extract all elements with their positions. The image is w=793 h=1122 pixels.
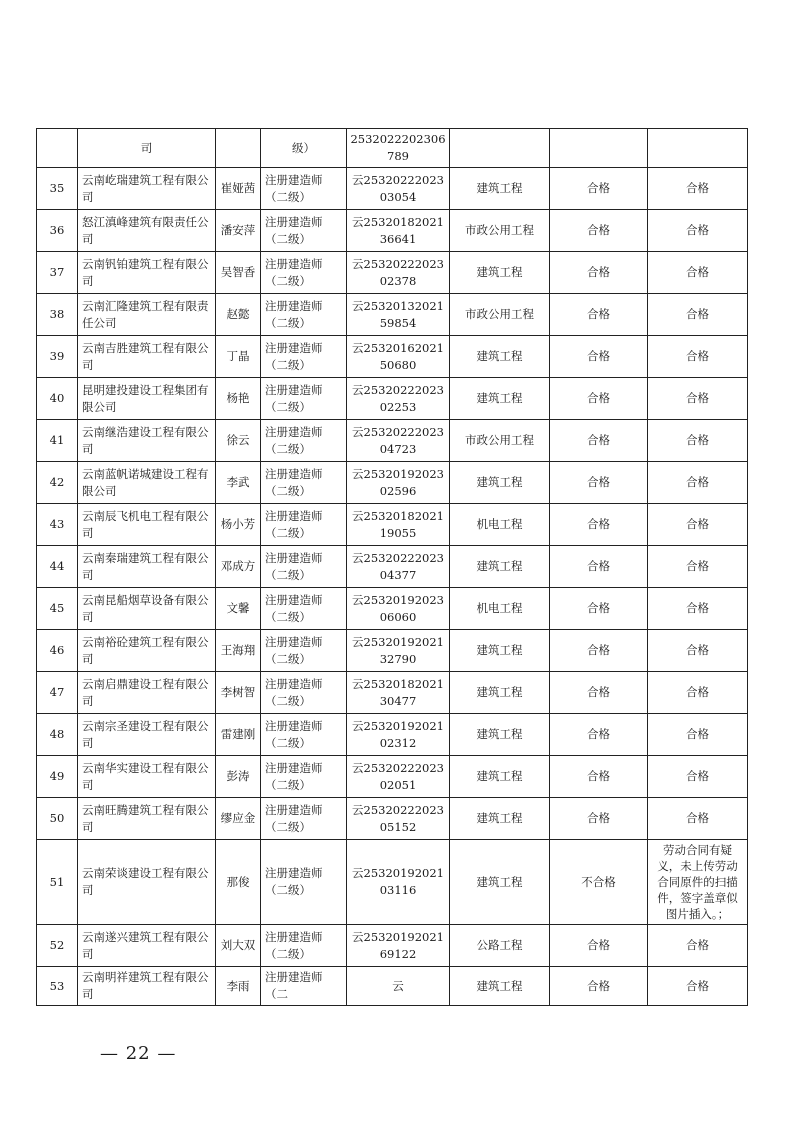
cert-cell: 云2532019202302596 — [347, 462, 450, 504]
table-row — [37, 840, 748, 925]
company-cell: 司 — [78, 129, 216, 168]
cert-cell: 云2532022202302378 — [347, 252, 450, 294]
table-row — [37, 504, 748, 546]
table-row — [37, 672, 748, 714]
result2-cell: 劳动合同有疑义，未上传劳动合同原件的扫描件，签字盖章似图片插入。； — [648, 840, 748, 925]
result1-cell: 合格 — [550, 378, 648, 420]
company-cell: 昆明建投建设工程集团有限公司 — [78, 378, 216, 420]
page-number: — 22 — — [100, 1043, 177, 1064]
result1-cell: 合格 — [550, 210, 648, 252]
cert-cell: 云2532016202150680 — [347, 336, 450, 378]
qual-cell: 注册建造师（二级） — [261, 546, 347, 588]
table-row — [37, 252, 748, 294]
cert-cell: 云2532022202304723 — [347, 420, 450, 462]
table-row — [37, 798, 748, 840]
qual-cell: 注册建造师（二级） — [261, 672, 347, 714]
table-row — [37, 756, 748, 798]
spec-cell: 市政公用工程 — [450, 210, 550, 252]
company-cell: 云南屹瑞建筑工程有限公司 — [78, 168, 216, 210]
table-row — [37, 588, 748, 630]
result1-cell: 合格 — [550, 168, 648, 210]
cert-cell: 云2532013202159854 — [347, 294, 450, 336]
result1-cell: 合格 — [550, 546, 648, 588]
table-row — [37, 546, 748, 588]
result2-cell: 合格 — [648, 294, 748, 336]
company-cell: 云南昆船烟草设备有限公司 — [78, 588, 216, 630]
company-cell: 云南旺腾建筑工程有限公司 — [78, 798, 216, 840]
cert-cell: 云2532019202306060 — [347, 588, 450, 630]
result1-cell: 合格 — [550, 336, 648, 378]
result1-cell: 合格 — [550, 420, 648, 462]
spec-cell: 建筑工程 — [450, 967, 550, 1006]
qual-cell: 注册建造师（二级） — [261, 756, 347, 798]
spec-cell: 建筑工程 — [450, 462, 550, 504]
name-cell: 徐云 — [216, 420, 261, 462]
qual-cell: 注册建造师（二级） — [261, 462, 347, 504]
result2-cell: 合格 — [648, 210, 748, 252]
spec-cell — [450, 129, 550, 168]
spec-cell: 建筑工程 — [450, 756, 550, 798]
result1-cell: 不合格 — [550, 840, 648, 925]
result2-cell: 合格 — [648, 967, 748, 1006]
qual-cell: 注册建造师（二级） — [261, 798, 347, 840]
spec-cell: 建筑工程 — [450, 252, 550, 294]
company-cell: 云南继浩建设工程有限公司 — [78, 420, 216, 462]
table-row — [37, 967, 748, 1006]
name-cell: 王海翔 — [216, 630, 261, 672]
no-cell: 36 — [37, 210, 78, 252]
company-cell: 云南蓝帆诺城建设工程有限公司 — [78, 462, 216, 504]
result2-cell: 合格 — [648, 378, 748, 420]
qual-cell: 注册建造师（二级） — [261, 714, 347, 756]
cert-cell: 云2532019202102312 — [347, 714, 450, 756]
cert-cell: 云2532018202130477 — [347, 672, 450, 714]
name-cell: 李武 — [216, 462, 261, 504]
spec-cell: 机电工程 — [450, 504, 550, 546]
cert-cell: 云2532019202132790 — [347, 630, 450, 672]
no-cell: 35 — [37, 168, 78, 210]
company-cell: 云南辰飞机电工程有限公司 — [78, 504, 216, 546]
name-cell — [216, 129, 261, 168]
result1-cell: 合格 — [550, 756, 648, 798]
name-cell: 刘大双 — [216, 925, 261, 967]
qual-cell: 注册建造师（二级） — [261, 925, 347, 967]
cert-cell: 云 — [347, 967, 450, 1006]
qual-cell: 注册建造师（二级） — [261, 210, 347, 252]
no-cell: 47 — [37, 672, 78, 714]
cert-cell: 云2532022202304377 — [347, 546, 450, 588]
cert-cell: 云2532019202169122 — [347, 925, 450, 967]
name-cell: 丁晶 — [216, 336, 261, 378]
result1-cell: 合格 — [550, 714, 648, 756]
qual-cell: 注册建造师（二级） — [261, 336, 347, 378]
name-cell: 赵懿 — [216, 294, 261, 336]
table-row — [37, 336, 748, 378]
result2-cell: 合格 — [648, 546, 748, 588]
table-body — [37, 129, 748, 1006]
qual-cell: 注册建造师（二级） — [261, 378, 347, 420]
spec-cell: 市政公用工程 — [450, 420, 550, 462]
company-cell: 云南宗圣建设工程有限公司 — [78, 714, 216, 756]
table-row-continued — [37, 129, 748, 168]
qual-cell: 注册建造师（二级） — [261, 420, 347, 462]
result1-cell: 合格 — [550, 252, 648, 294]
no-cell: 50 — [37, 798, 78, 840]
no-cell — [37, 129, 78, 168]
result2-cell: 合格 — [648, 252, 748, 294]
result1-cell: 合格 — [550, 462, 648, 504]
spec-cell: 建筑工程 — [450, 336, 550, 378]
result1-cell: 合格 — [550, 967, 648, 1006]
spec-cell: 建筑工程 — [450, 798, 550, 840]
company-cell: 云南遂兴建筑工程有限公司 — [78, 925, 216, 967]
result2-cell: 合格 — [648, 420, 748, 462]
name-cell: 缪应金 — [216, 798, 261, 840]
cert-cell: 云2532018202136641 — [347, 210, 450, 252]
no-cell: 45 — [37, 588, 78, 630]
result1-cell: 合格 — [550, 672, 648, 714]
cert-cell: 2532022202306789 — [347, 129, 450, 168]
name-cell: 吴智香 — [216, 252, 261, 294]
cert-cell: 云2532019202103116 — [347, 840, 450, 925]
name-cell: 杨艳 — [216, 378, 261, 420]
spec-cell: 建筑工程 — [450, 168, 550, 210]
result2-cell: 合格 — [648, 588, 748, 630]
qual-cell: 注册建造师（二级） — [261, 504, 347, 546]
table-row — [37, 378, 748, 420]
result2-cell: 合格 — [648, 504, 748, 546]
no-cell: 52 — [37, 925, 78, 967]
result2-cell: 合格 — [648, 462, 748, 504]
table-row — [37, 925, 748, 967]
name-cell: 彭涛 — [216, 756, 261, 798]
table-row — [37, 168, 748, 210]
table-row — [37, 714, 748, 756]
no-cell: 48 — [37, 714, 78, 756]
result2-cell: 合格 — [648, 714, 748, 756]
result2-cell: 合格 — [648, 925, 748, 967]
qual-cell: 注册建造师（二级） — [261, 588, 347, 630]
spec-cell: 机电工程 — [450, 588, 550, 630]
result1-cell — [550, 129, 648, 168]
qual-cell: 注册建造师（二级） — [261, 252, 347, 294]
results-table — [36, 128, 748, 1006]
result1-cell: 合格 — [550, 294, 648, 336]
result1-cell: 合格 — [550, 925, 648, 967]
company-cell: 云南秦瑞建筑工程有限公司 — [78, 546, 216, 588]
cert-cell: 云2532022202302051 — [347, 756, 450, 798]
company-cell: 云南启鼎建设工程有限公司 — [78, 672, 216, 714]
spec-cell: 市政公用工程 — [450, 294, 550, 336]
company-cell: 云南汇隆建筑工程有限责任公司 — [78, 294, 216, 336]
result2-cell: 合格 — [648, 798, 748, 840]
qual-cell: 注册建造师（二 — [261, 967, 347, 1006]
no-cell: 49 — [37, 756, 78, 798]
company-cell: 云南钒铂建筑工程有限公司 — [78, 252, 216, 294]
qual-cell: 注册建造师（二级） — [261, 630, 347, 672]
no-cell: 38 — [37, 294, 78, 336]
no-cell: 39 — [37, 336, 78, 378]
spec-cell: 建筑工程 — [450, 672, 550, 714]
cert-cell: 云2532022202305152 — [347, 798, 450, 840]
company-cell: 云南明祥建筑工程有限公司 — [78, 967, 216, 1006]
name-cell: 李雨 — [216, 967, 261, 1006]
spec-cell: 建筑工程 — [450, 546, 550, 588]
qual-cell: 注册建造师（二级） — [261, 840, 347, 925]
result1-cell: 合格 — [550, 630, 648, 672]
name-cell: 邓成方 — [216, 546, 261, 588]
company-cell: 怒江滇峰建筑有限责任公司 — [78, 210, 216, 252]
table-row — [37, 210, 748, 252]
result1-cell: 合格 — [550, 504, 648, 546]
cert-cell: 云2532018202119055 — [347, 504, 450, 546]
company-cell: 云南华实建设工程有限公司 — [78, 756, 216, 798]
table-row — [37, 294, 748, 336]
spec-cell: 建筑工程 — [450, 714, 550, 756]
no-cell: 40 — [37, 378, 78, 420]
qual-cell: 级） — [261, 129, 347, 168]
name-cell: 文馨 — [216, 588, 261, 630]
result2-cell: 合格 — [648, 672, 748, 714]
no-cell: 43 — [37, 504, 78, 546]
no-cell: 41 — [37, 420, 78, 462]
result2-cell: 合格 — [648, 168, 748, 210]
result2-cell: 合格 — [648, 630, 748, 672]
no-cell: 42 — [37, 462, 78, 504]
no-cell: 37 — [37, 252, 78, 294]
table-row — [37, 462, 748, 504]
no-cell: 44 — [37, 546, 78, 588]
cert-cell: 云2532022202302253 — [347, 378, 450, 420]
company-cell: 云南吉胜建筑工程有限公司 — [78, 336, 216, 378]
name-cell: 那俊 — [216, 840, 261, 925]
spec-cell: 公路工程 — [450, 925, 550, 967]
result2-cell: 合格 — [648, 336, 748, 378]
name-cell: 李树智 — [216, 672, 261, 714]
result1-cell: 合格 — [550, 588, 648, 630]
result2-cell: 合格 — [648, 756, 748, 798]
name-cell: 潘安萍 — [216, 210, 261, 252]
company-cell: 云南裕砼建筑工程有限公司 — [78, 630, 216, 672]
spec-cell: 建筑工程 — [450, 378, 550, 420]
name-cell: 雷建刚 — [216, 714, 261, 756]
spec-cell: 建筑工程 — [450, 840, 550, 925]
no-cell: 51 — [37, 840, 78, 925]
table-row — [37, 630, 748, 672]
name-cell: 杨小芳 — [216, 504, 261, 546]
no-cell: 53 — [37, 967, 78, 1006]
company-cell: 云南荣谈建设工程有限公司 — [78, 840, 216, 925]
table-row — [37, 420, 748, 462]
qual-cell: 注册建造师（二级） — [261, 294, 347, 336]
result1-cell: 合格 — [550, 798, 648, 840]
name-cell: 崔娅茜 — [216, 168, 261, 210]
no-cell: 46 — [37, 630, 78, 672]
spec-cell: 建筑工程 — [450, 630, 550, 672]
result2-cell — [648, 129, 748, 168]
qual-cell: 注册建造师（二级） — [261, 168, 347, 210]
cert-cell: 云2532022202303054 — [347, 168, 450, 210]
